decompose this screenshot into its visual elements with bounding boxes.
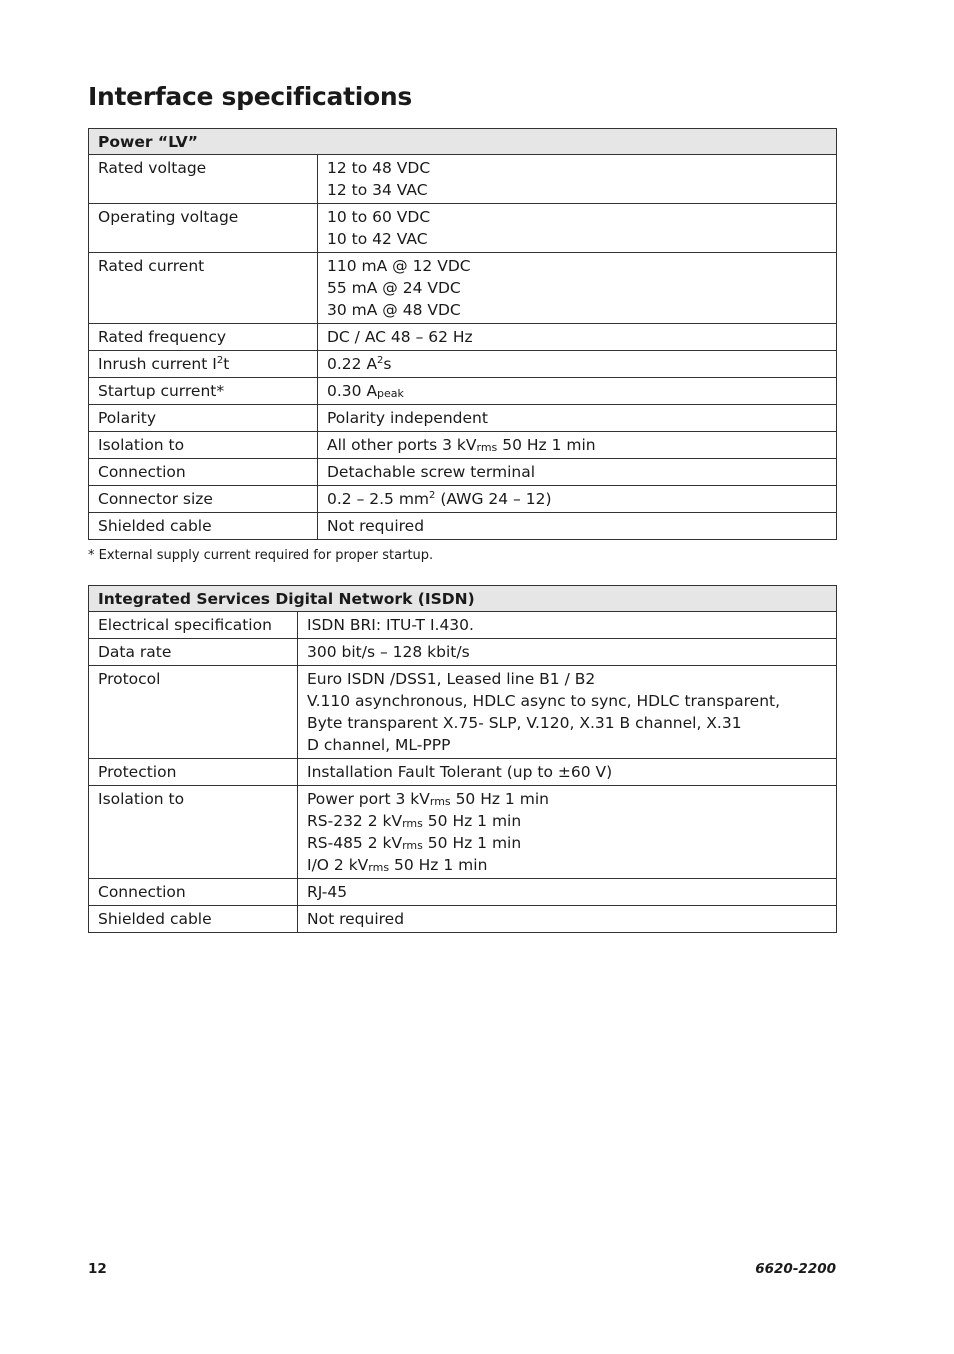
row-label: Connector size (89, 486, 318, 513)
subscript: rms (368, 861, 390, 874)
value-line: Byte transparent X.75- SLP, V.120, X.31 B channel, X.31 (307, 714, 742, 732)
value-text: 0.2 – 2.5 mm (327, 490, 430, 508)
row-value: Not required (318, 513, 837, 540)
value-line: 12 to 34 VAC (327, 181, 428, 199)
row-label: Polarity (89, 405, 318, 432)
row-label: Shielded cable (89, 906, 298, 933)
table-row (89, 378, 837, 405)
row-label (89, 351, 318, 378)
value-line: 10 to 42 VAC (327, 230, 428, 248)
superscript: 2 (429, 490, 436, 501)
value-text: All other ports 3 kV (327, 436, 477, 454)
document-number: 6620-2200 (755, 1261, 836, 1277)
row-label: Electrical specification (89, 612, 298, 639)
value-text: 0.22 A (327, 355, 378, 373)
row-label: Protocol (89, 666, 298, 759)
subscript: rms (476, 441, 498, 454)
table-row (89, 459, 837, 486)
table-row (89, 786, 837, 879)
table-row (89, 405, 837, 432)
value-text: RS-485 2 kV (307, 834, 403, 852)
row-label: Startup current* (89, 378, 318, 405)
value-line: 30 mA @ 48 VDC (327, 301, 461, 319)
table-row (89, 432, 837, 459)
subscript: peak (377, 387, 404, 400)
footnote: * External supply current required for proper startup. (88, 548, 434, 563)
row-label: Rated frequency (89, 324, 318, 351)
row-value: ISDN BRI: ITU-T I.430. (298, 612, 837, 639)
row-value: Not required (298, 906, 837, 933)
row-value (318, 486, 837, 513)
isdn-spec-table (88, 585, 837, 933)
subscript: rms (402, 839, 423, 852)
value-line (307, 788, 828, 810)
value-text: 50 Hz 1 min (422, 812, 522, 830)
power-spec-table (88, 128, 837, 540)
value-text: 0.30 A (327, 382, 378, 400)
table-row (89, 879, 837, 906)
table-row (89, 351, 837, 378)
row-label: Shielded cable (89, 513, 318, 540)
page-number: 12 (88, 1261, 107, 1277)
row-value (298, 786, 837, 879)
row-value (318, 432, 837, 459)
value-line: Euro ISDN /DSS1, Leased line B1 / B2 (307, 670, 596, 688)
row-label: Data rate (89, 639, 298, 666)
table-header: Power “LV” (89, 129, 837, 155)
value-line (307, 854, 828, 876)
value-line: V.110 asynchronous, HDLC async to sync, HDLC transparent, (307, 692, 781, 710)
value-text: s (383, 355, 392, 373)
value-text: Power port 3 kV (307, 790, 430, 808)
value-text: I/O 2 kV (307, 856, 369, 874)
row-value: Detachable screw terminal (318, 459, 837, 486)
table-header: Integrated Services Digital Network (ISDN) (89, 586, 837, 612)
page-title: Interface specifications (88, 82, 412, 111)
row-value: RJ-45 (298, 879, 837, 906)
row-label: Isolation to (89, 786, 298, 879)
value-text: 50 Hz 1 min (389, 856, 488, 874)
label-text: t (223, 355, 230, 373)
row-label: Isolation to (89, 432, 318, 459)
row-value (298, 666, 837, 759)
value-line (307, 810, 828, 832)
superscript: 2 (216, 355, 224, 366)
row-value: Installation Fault Tolerant (up to ±60 V) (298, 759, 837, 786)
table-row (89, 324, 837, 351)
table-row (89, 155, 837, 204)
row-label: Rated current (89, 253, 318, 324)
row-label: Rated voltage (89, 155, 318, 204)
value-text: 50 Hz 1 min (450, 790, 549, 808)
row-value (318, 351, 837, 378)
superscript: 2 (377, 355, 384, 366)
value-text: 50 Hz 1 min (497, 436, 596, 454)
value-line: 55 mA @ 24 VDC (327, 279, 461, 297)
value-text: 50 Hz 1 min (422, 834, 522, 852)
table-row (89, 513, 837, 540)
value-line: 10 to 60 VDC (327, 208, 431, 226)
table-row (89, 759, 837, 786)
table-row (89, 253, 837, 324)
row-value (318, 155, 837, 204)
table-row (89, 612, 837, 639)
row-value: DC / AC 48 – 62 Hz (318, 324, 837, 351)
row-value (318, 204, 837, 253)
row-value: Polarity independent (318, 405, 837, 432)
table-row (89, 906, 837, 933)
value-line (307, 832, 828, 854)
table-row (89, 666, 837, 759)
value-line: 12 to 48 VDC (327, 159, 431, 177)
value-text: (AWG 24 – 12) (435, 490, 552, 508)
table-row (89, 639, 837, 666)
row-label: Operating voltage (89, 204, 318, 253)
value-line: D channel, ML-PPP (307, 736, 451, 754)
row-label: Connection (89, 459, 318, 486)
label-text: Inrush current I (98, 355, 217, 373)
subscript: rms (402, 817, 423, 830)
value-text: RS-232 2 kV (307, 812, 403, 830)
row-label: Protection (89, 759, 298, 786)
row-value: 300 bit/s – 128 kbit/s (298, 639, 837, 666)
table-row (89, 204, 837, 253)
row-label: Connection (89, 879, 298, 906)
subscript: rms (429, 795, 451, 808)
table-row (89, 486, 837, 513)
row-value (318, 378, 837, 405)
value-line: 110 mA @ 12 VDC (327, 257, 471, 275)
row-value (318, 253, 837, 324)
